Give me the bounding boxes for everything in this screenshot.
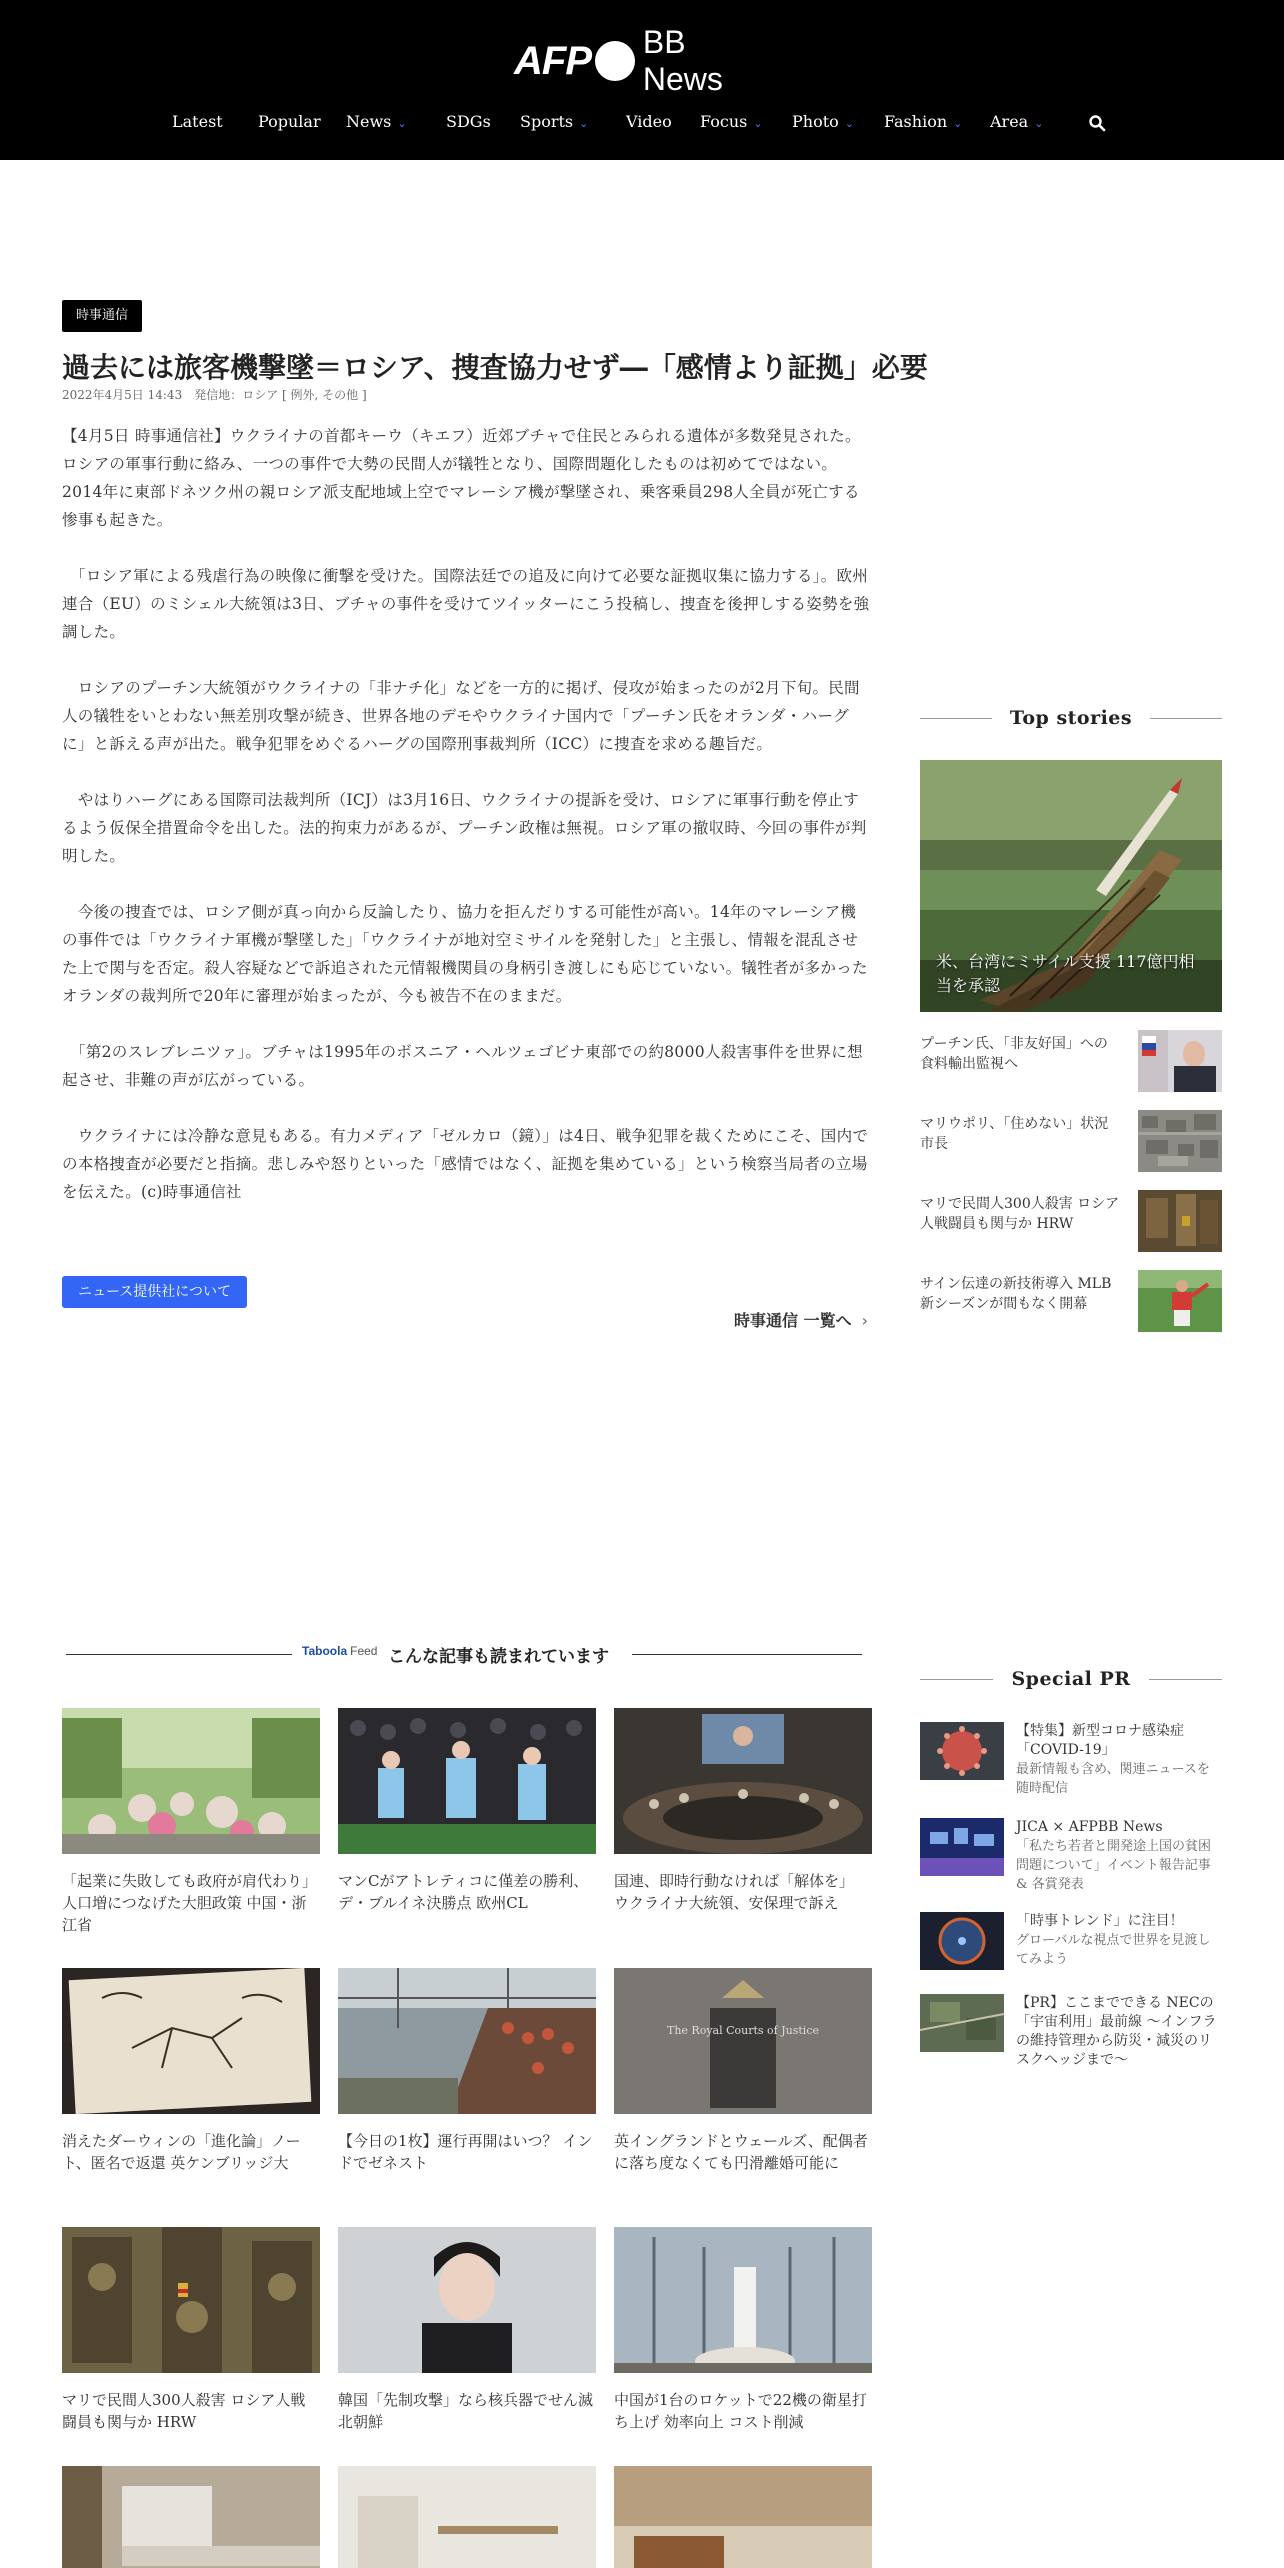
special-pr-heading: Special PR bbox=[920, 1664, 1222, 1694]
card-image bbox=[614, 2227, 872, 2373]
chevron-down-icon: ⌄ bbox=[1034, 117, 1044, 130]
recommended-card[interactable] bbox=[614, 2227, 872, 2433]
pr-text: 「時事トレンド」に注目！ グローバルな視点で世界を見渡してみよう bbox=[1016, 1913, 1211, 1967]
satellite-map-image bbox=[920, 1994, 1004, 2052]
search-icon[interactable] bbox=[1088, 114, 1106, 132]
world-map-image bbox=[920, 1818, 1004, 1876]
card-image bbox=[62, 1968, 320, 2114]
recommended-card[interactable] bbox=[338, 1708, 596, 1914]
chevron-down-icon: ⌄ bbox=[579, 117, 589, 130]
card-image bbox=[62, 2466, 320, 2568]
story-thumbnail bbox=[1138, 1030, 1222, 1092]
story-thumbnail bbox=[1138, 1110, 1222, 1172]
card-caption: 「起業に失敗しても政府が肩代わり」人口増につなげた大胆政策 中国・浙江省 bbox=[62, 1872, 318, 1934]
taboola-title: こんな記事も読まれています bbox=[388, 1647, 609, 1667]
top-story-item[interactable] bbox=[920, 1270, 1222, 1332]
chevron-right-icon: › bbox=[861, 1311, 868, 1330]
card-image bbox=[614, 1708, 872, 1854]
main-nav bbox=[0, 106, 1284, 140]
card-caption: 消えたダーウィンの「進化論」ノート、匿名で返還 英ケンブリッジ大 bbox=[62, 2132, 301, 2172]
source-list-link[interactable]: 時事通信 一覧へ › bbox=[734, 1311, 868, 1330]
card-image bbox=[338, 1708, 596, 1854]
card-image bbox=[614, 2466, 872, 2568]
card-image bbox=[62, 2227, 320, 2373]
story-thumbnail bbox=[1138, 1190, 1222, 1252]
card-image bbox=[338, 1968, 596, 2114]
card-image bbox=[62, 1708, 320, 1854]
article-paragraph: 今後の捜査では、ロシア側が真っ向から反論したり、協力を拒んだりする可能性が高い。14年のマレーシア機の事件では「ウクライナ軍機が撃墜した」「ウクライナが地対空ミサイルを発射した」と主張し、情報を混乱させた上で関与を否定。殺人容疑などで訴追された元情報機関員の身柄引き渡しにも応じていない。犠牲者が多かったオランダの裁判所で20年に審理が始まったが、今も被告不在のままだ。 bbox=[62, 903, 868, 1005]
chevron-down-icon: ⌄ bbox=[753, 117, 763, 130]
logo-afp-text: AFP bbox=[514, 38, 591, 83]
nav-sports[interactable]: Sports ⌄ bbox=[520, 112, 589, 131]
divider bbox=[66, 1654, 292, 1655]
logo-bb-text: BB News bbox=[642, 24, 723, 97]
nav-photo[interactable]: Photo ⌄ bbox=[792, 112, 854, 131]
recommended-card[interactable] bbox=[614, 1708, 872, 1914]
provider-info-button[interactable]: ニュース提供社について bbox=[62, 1276, 247, 1308]
top-stories-heading: Top stories bbox=[920, 703, 1222, 733]
article-paragraph: 「第2のスレブレニツァ」。ブチャは1995年のボスニア・ヘルツェゴビナ東部での約8000人殺害事件を世界に想起させ、非難の声が広がっている。 bbox=[62, 1043, 863, 1089]
chevron-down-icon: ⌄ bbox=[397, 117, 407, 130]
chevron-down-icon: ⌄ bbox=[953, 117, 963, 130]
card-caption: 英イングランドとウェールズ、配偶者に落ち度なくても円滑離婚可能に bbox=[614, 2132, 868, 2172]
recommended-card[interactable] bbox=[614, 2466, 872, 2568]
divider bbox=[632, 1654, 862, 1655]
chevron-down-icon: ⌄ bbox=[844, 117, 854, 130]
nav-popular[interactable]: Popular bbox=[258, 112, 321, 131]
article-paragraph: ウクライナには冷静な意見もある。有力メディア「ゼルカロ（鏡）」は4日、戦争犯罪を裁くためにこそ、国内での本格捜査が必要だと指摘。悲しみや怒りといった「感情ではなく、証拠を集めている」という検察当局者の立場を伝えた。(c)時事通信社 bbox=[62, 1127, 869, 1201]
top-story-title: マリで民間人300人殺害 ロシア人戦闘員も関与か HRW bbox=[920, 1196, 1120, 1232]
recommended-card[interactable] bbox=[338, 1968, 596, 2174]
card-caption: マリで民間人300人殺害 ロシア人戦闘員も関与か HRW bbox=[62, 2391, 306, 2431]
nav-focus[interactable]: Focus ⌄ bbox=[700, 112, 763, 131]
article-title: 過去には旅客機撃墜＝ロシア、捜査協力せず―「感情より証拠」必要 bbox=[62, 351, 928, 384]
top-story-feature[interactable] bbox=[920, 760, 1222, 1012]
pr-text: 【PR】ここまでできる NECの「宇宙利用」最前線 ～インフラの維持管理から防災・減災のリスクヘッジまで～ bbox=[1016, 1995, 1217, 2068]
recommended-card[interactable] bbox=[338, 2227, 596, 2433]
card-caption: 国連、即時行動なければ「解体を」 ウクライナ大統領、安保理で訴え bbox=[614, 1872, 855, 1912]
article-body bbox=[62, 422, 870, 1234]
card-caption: 【今日の1枚】運行再開はいつ？ インドでゼネスト bbox=[338, 2132, 593, 2172]
nav-sdgs[interactable]: SDGs bbox=[446, 112, 491, 131]
globe-clock-image bbox=[920, 1912, 1004, 1970]
card-caption: 中国が1台のロケットで22機の衛星打ち上げ 効率向上 コスト削減 bbox=[614, 2391, 867, 2431]
recommended-card[interactable] bbox=[62, 2466, 320, 2568]
top-story-item[interactable] bbox=[920, 1110, 1222, 1172]
taboola-brand[interactable]: Taboola Feed bbox=[302, 1644, 378, 1658]
source-badge[interactable]: 時事通信 bbox=[62, 300, 142, 332]
top-story-title: マリウポリ、「住めない」状況 市長 bbox=[920, 1116, 1109, 1152]
card-image bbox=[338, 2227, 596, 2373]
article-paragraph: ロシアのプーチン大統領がウクライナの「非ナチ化」などを一方的に掲げ、侵攻が始まったのが2月下旬。民間人の犠牲をいとわない無差別攻撃が続き、世界各地のデモやウクライナ国内で「プーチン氏をオランダ・ハーグに」と訴える声が出た。戦争犯罪をめぐるハーグの国際刑事裁判所（ICC）に捜査を求める趣旨だ。 bbox=[62, 679, 860, 753]
recommended-card[interactable] bbox=[338, 2466, 596, 2568]
nav-news[interactable]: News ⌄ bbox=[346, 112, 407, 131]
site-header bbox=[0, 0, 1284, 160]
recommended-card[interactable] bbox=[62, 1968, 320, 2174]
card-image bbox=[614, 1968, 872, 2114]
card-image bbox=[338, 2466, 596, 2568]
article-meta: 2022年4月5日 14:43 発信地：ロシア [ 例外, その他 ] bbox=[62, 388, 367, 402]
royal-courts-sign: The Royal Courts of Justice bbox=[666, 2024, 820, 2037]
top-story-item[interactable] bbox=[920, 1190, 1222, 1252]
card-caption: 韓国「先制攻撃」なら核兵器でせん滅 北朝鮮 bbox=[338, 2391, 594, 2431]
nav-video[interactable]: Video bbox=[626, 112, 672, 131]
afpbb-logo[interactable] bbox=[514, 24, 774, 97]
recommended-card[interactable] bbox=[62, 1708, 320, 1936]
recommended-card[interactable] bbox=[62, 2227, 320, 2433]
nav-area[interactable]: Area ⌄ bbox=[990, 112, 1044, 131]
covid-virus-icon bbox=[920, 1722, 1004, 1780]
pr-text: 【特集】新型コロナ感染症「COVID-19」 最新情報も含め、関連ニュースを随時配信 bbox=[1016, 1723, 1210, 1796]
top-story-caption: 米、台湾にミサイル支援 117億円相当を承認 bbox=[936, 952, 1195, 995]
card-caption: マンCがアトレティコに僅差の勝利、デ・ブルイネ決勝点 欧州CL bbox=[338, 1872, 589, 1912]
article-paragraph: やはりハーグにある国際司法裁判所（ICJ）は3月16日、ウクライナの提訴を受け、ロシアに軍事行動を停止するよう仮保全措置命令を出した。法的拘束力があるが、プーチン政権は無視。ロシア軍の撤収時、今回の事件が判明した。 bbox=[62, 791, 867, 865]
article-paragraph: 「ロシア軍による残虐行為の映像に衝撃を受けた。国際法廷での追及に向けて必要な証拠収集に協力する」。欧州連合（EU）のミシェル大統領は3日、ブチャの事件を受けてツイッターにこう投稿し、捜査を後押しする姿勢を強調した。 bbox=[62, 567, 870, 641]
top-story-item[interactable] bbox=[920, 1030, 1222, 1092]
top-story-title: プーチン氏、「非友好国」への食料輸出監視へ bbox=[920, 1036, 1108, 1072]
nav-latest[interactable]: Latest bbox=[172, 112, 223, 131]
article-paragraph: 【4月5日 時事通信社】ウクライナの首都キーウ（キエフ）近郊ブチャで住民とみられる遺体が多数発見された。ロシアの軍事行動に絡み、一つの事件で大勢の民間人が犠牲となり、国際問題化したものは初めてではない。2014年に東部ドネツク州の親ロシア派支配地域上空でマレーシア機が撃墜され、乗客乗員298人全員が死亡する惨事も起きた。 bbox=[62, 427, 861, 529]
taboola-header bbox=[66, 1642, 866, 1666]
recommended-card[interactable] bbox=[614, 1968, 872, 2174]
logo-circle bbox=[595, 41, 635, 81]
top-story-title: サイン伝達の新技術導入 MLB新シーズンが間もなく開幕 bbox=[920, 1276, 1112, 1312]
nav-fashion[interactable]: Fashion ⌄ bbox=[884, 112, 963, 131]
pr-text: JICA × AFPBB News 「私たち若者と開発途上国の貧困問題について」イベント報告記事 & 各賞発表 bbox=[1016, 1819, 1212, 1892]
story-thumbnail bbox=[1138, 1270, 1222, 1332]
